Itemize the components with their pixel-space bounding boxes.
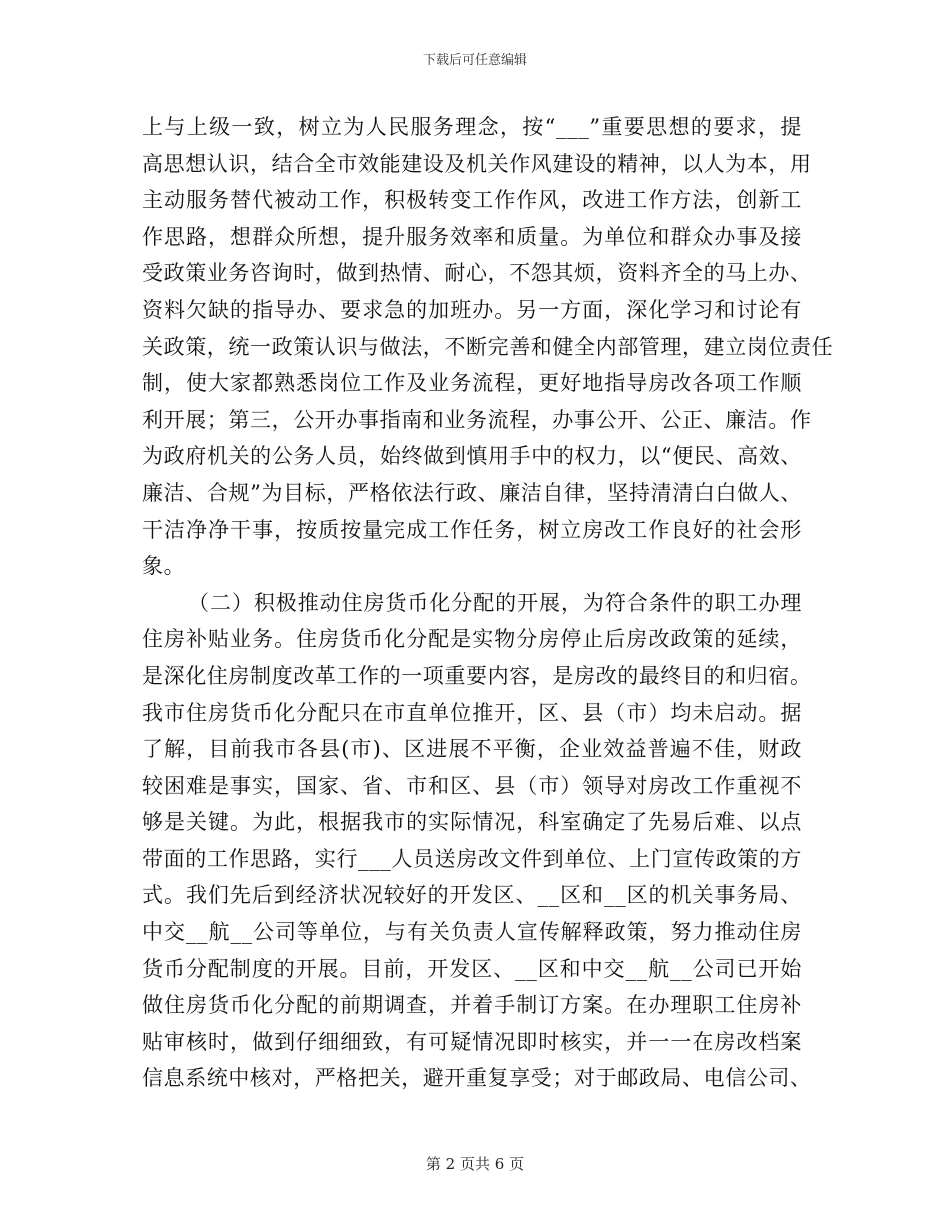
text-line: 住房补贴业务。住房货币化分配是实物分房停止后房改政策的延续， [142, 627, 802, 652]
page-footer: 第 2 页共 6 页 [425, 1155, 525, 1173]
text-line: 作思路，想群众所想，提升服务效率和质量。为单位和群众办事及接 [142, 224, 802, 249]
page-header: 下载后可任意编辑 [422, 53, 527, 68]
text-line: 关政策，统一政策认识与做法，不断完善和健全内部管理，建立岗位责任 [142, 334, 834, 359]
text-line: 主动服务替代被动工作，积极转变工作作风，改进工作方法，创新工 [142, 188, 802, 213]
text-line: 信息系统中核对，严格把关，避开重复享受；对于邮政局、电信公司、 [142, 1066, 812, 1091]
text-line: 受政策业务咨询时，做到热情、耐心，不怨其烦，资料齐全的马上办、 [142, 261, 812, 286]
text-line: 高思想认识，结合全市效能建设及机关作风建设的精神，以人为本，用 [142, 151, 812, 176]
paragraph-1 [0, 109, 950, 585]
text-line: 为政府机关的公务人员，始终做到慎用手中的权力，以“便民、高效、 [142, 444, 802, 469]
document-body [0, 109, 950, 1097]
text-line: 带面的工作思路，实行___人员送房改文件到单位、上门宣传政策的方 [142, 846, 802, 871]
text-line: 廉洁、合规”为目标，严格依法行政、廉洁自律，坚持清清白白做人、 [142, 480, 802, 505]
text-line: 利开展；第三，公开办事指南和业务流程，办事公开、公正、廉洁。作 [142, 407, 812, 432]
text-line: 中交__航__公司等单位，与有关负责人宣传解释政策，努力推动住房 [142, 920, 802, 945]
text-line: 上与上级一致，树立为人民服务理念，按“___”重要思想的要求，提 [142, 115, 802, 139]
text-line: 干洁净净干事，按质按量完成工作任务，树立房改工作良好的社会形 [142, 517, 802, 542]
text-line: 象。 [142, 554, 186, 579]
text-line: 货币分配制度的开展。目前，开发区、__区和中交__航__公司已开始 [142, 956, 802, 981]
text-line: 制，使大家都熟悉岗位工作及业务流程，更好地指导房改各项工作顺 [142, 371, 802, 396]
text-line: 资料欠缺的指导办、要求急的加班办。另一方面，深化学习和讨论有 [142, 297, 802, 322]
text-line: 我市住房货币化分配只在市直单位推开，区、县（市）均未启动。据 [142, 700, 802, 725]
text-line: 是深化住房制度改革工作的一项重要内容，是房改的最终目的和归宿。 [142, 663, 812, 688]
text-line: 了解，目前我市各县(市)、区进展不平衡，企业效益普遍不佳，财政 [142, 737, 802, 762]
text-line: 做住房货币化分配的前期调查，并着手制订方案。在办理职工住房补 [142, 993, 802, 1018]
text-line: 较困难是事实，国家、省、市和区、县（市）领导对房改工作重视不 [142, 773, 802, 798]
paragraph-2 [0, 585, 950, 1097]
text-line: 贴审核时，做到仔细细致，有可疑情况即时核实，并一一在房改档案 [142, 1029, 802, 1054]
text-line: 式。我们先后到经济状况较好的开发区、__区和__区的机关事务局、 [142, 883, 802, 908]
text-line: 够是关键。为此，根据我市的实际情况，科室确定了先易后难、以点 [142, 810, 802, 835]
text-line: （二）积极推动住房货币化分配的开展，为符合条件的职工办理 [188, 590, 802, 615]
